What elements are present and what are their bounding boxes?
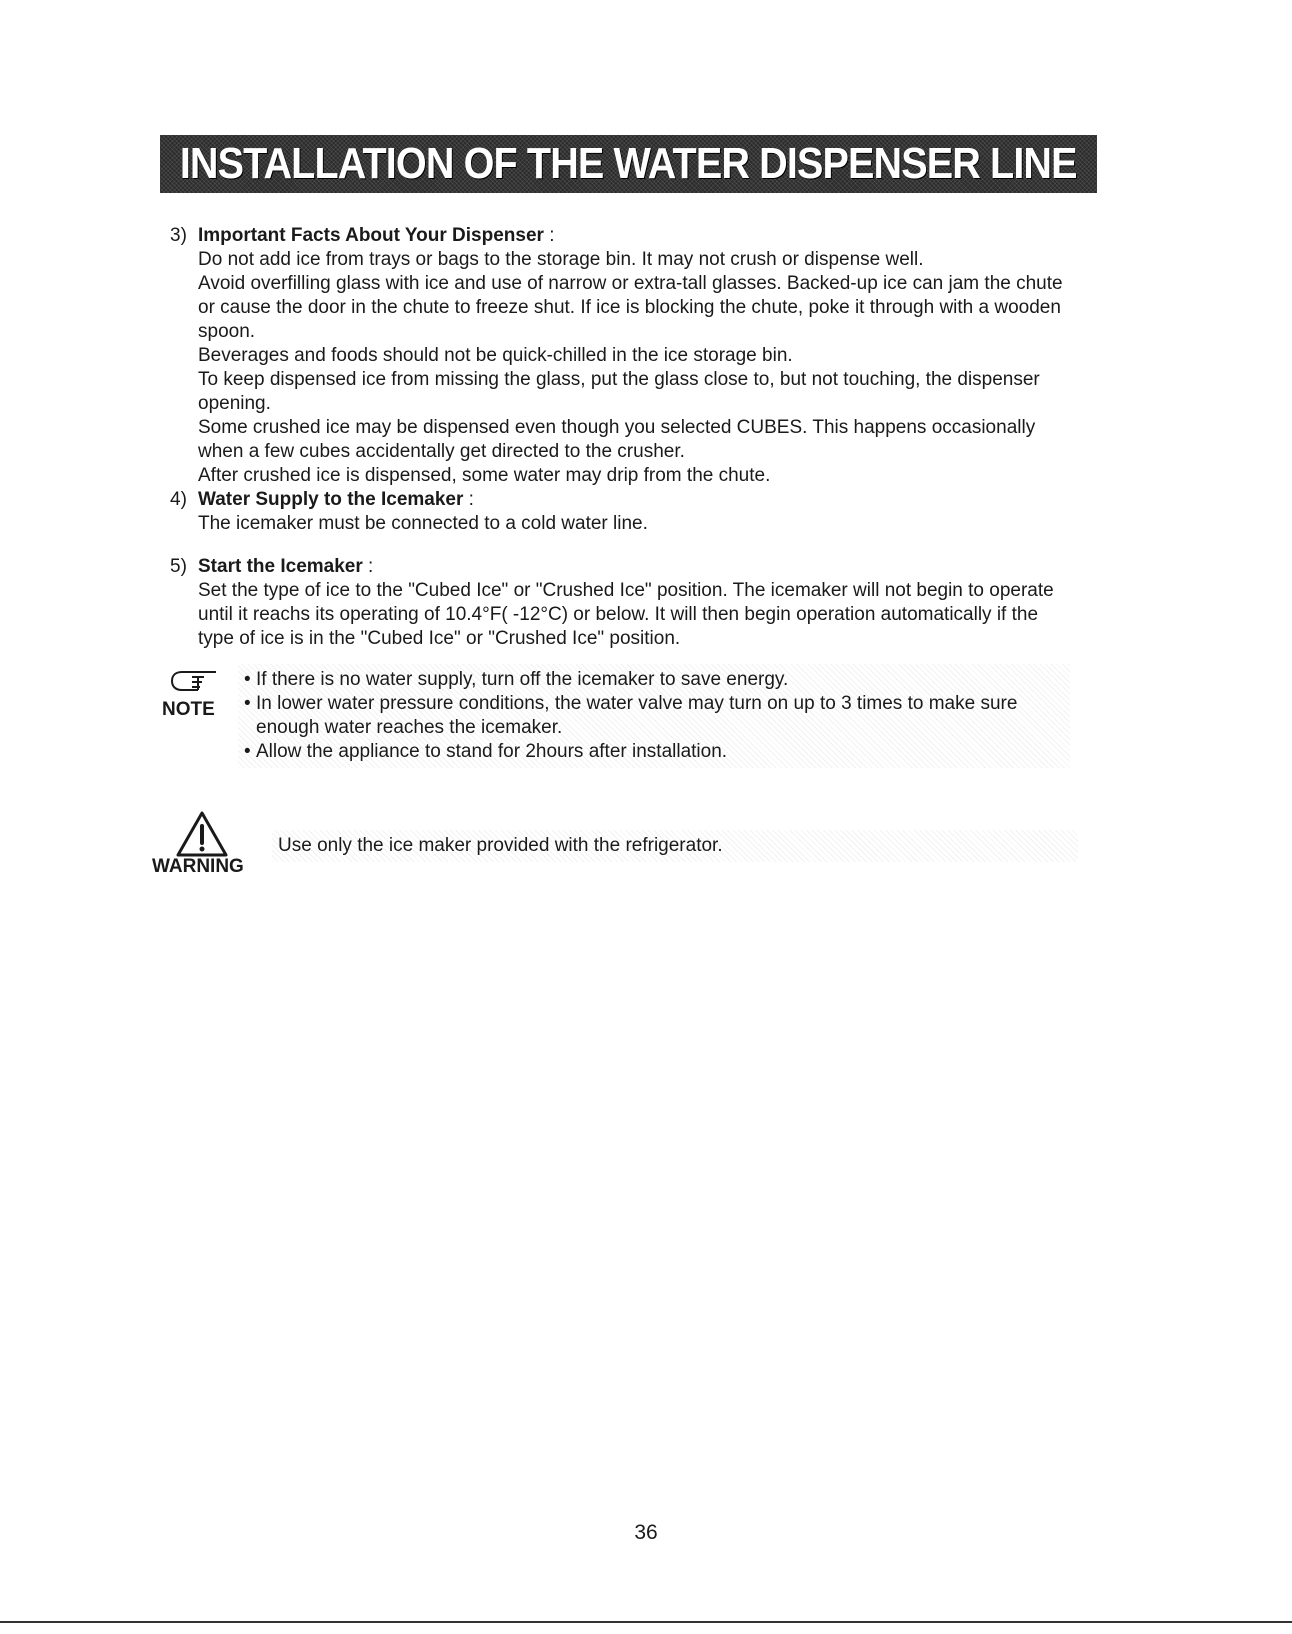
paragraph: The icemaker must be connected to a cold water line. (198, 513, 648, 534)
heading-separator: : (543, 225, 555, 246)
bottom-rule (0, 1621, 1292, 1623)
section-number: 3) (170, 225, 187, 246)
paragraph: Beverages and foods should not be quick-chilled in the ice storage bin. (198, 345, 793, 366)
paragraph: Some crushed ice may be dispensed even though you selected CUBES. This happens occasionally when a few cubes accidentally get directed to the crusher. (198, 417, 1036, 462)
section-heading: Start the Icemaker (198, 556, 363, 577)
section-important-facts (170, 224, 1070, 488)
paragraph: Set the type of ice to the "Cubed Ice" or "Crushed Ice" position. The icemaker will not begin to operate until it reachs its operating of 10.4°F( -12°C) or below. It will then begin operation automatically if the type of ice is in the "Cubed Ice" or "Crushed Ice" position. (198, 580, 1054, 649)
warning-label: WARNING (152, 856, 244, 877)
note-item (244, 668, 1064, 692)
pointing-hand-icon (168, 669, 224, 693)
note-box (238, 664, 1070, 768)
note-item (244, 692, 1064, 740)
page-number: 36 (634, 1521, 658, 1544)
section-number: 4) (170, 489, 187, 510)
bullet: • (244, 741, 251, 762)
note-text: If there is no water supply, turn off the icemaker to save energy. (256, 669, 789, 690)
section-title-banner (160, 135, 1097, 193)
note-text: Allow the appliance to stand for 2hours after installation. (256, 741, 728, 762)
warning-box (272, 830, 1078, 862)
section-start-icemaker (170, 555, 1070, 651)
section-heading: Important Facts About Your Dispenser (198, 225, 544, 246)
warning-triangle-icon (175, 810, 229, 858)
section-water-supply (170, 488, 1070, 536)
section-heading: Water Supply to the Icemaker (198, 489, 464, 510)
heading-separator: : (463, 489, 474, 510)
warning-text: Use only the ice maker provided with the refrigerator. (278, 835, 723, 856)
bullet: • (244, 693, 251, 714)
note-text: In lower water pressure conditions, the water valve may turn on up to 3 times to make sure enough water reaches the icemaker. (256, 693, 1018, 738)
paragraph: After crushed ice is dispensed, some water may drip from the chute. (198, 465, 771, 486)
section-number: 5) (170, 556, 187, 577)
note-label: NOTE (162, 699, 215, 720)
paragraph: To keep dispensed ice from missing the glass, put the glass close to, but not touching, the dispenser opening. (198, 369, 1040, 414)
page-title: INSTALLATION OF THE WATER DISPENSER LINE (180, 139, 1077, 188)
bullet: • (244, 669, 251, 690)
heading-separator: : (362, 556, 374, 577)
paragraph: Do not add ice from trays or bags to the storage bin. It may not crush or dispense well. (198, 249, 924, 270)
paragraph: Avoid overfilling glass with ice and use of narrow or extra-tall glasses. Backed-up ice can jam the chute or cause the door in the chute to freeze shut. If ice is blocking the chute, poke it through with a wooden spoon. (198, 273, 1063, 342)
note-item (244, 740, 1064, 764)
